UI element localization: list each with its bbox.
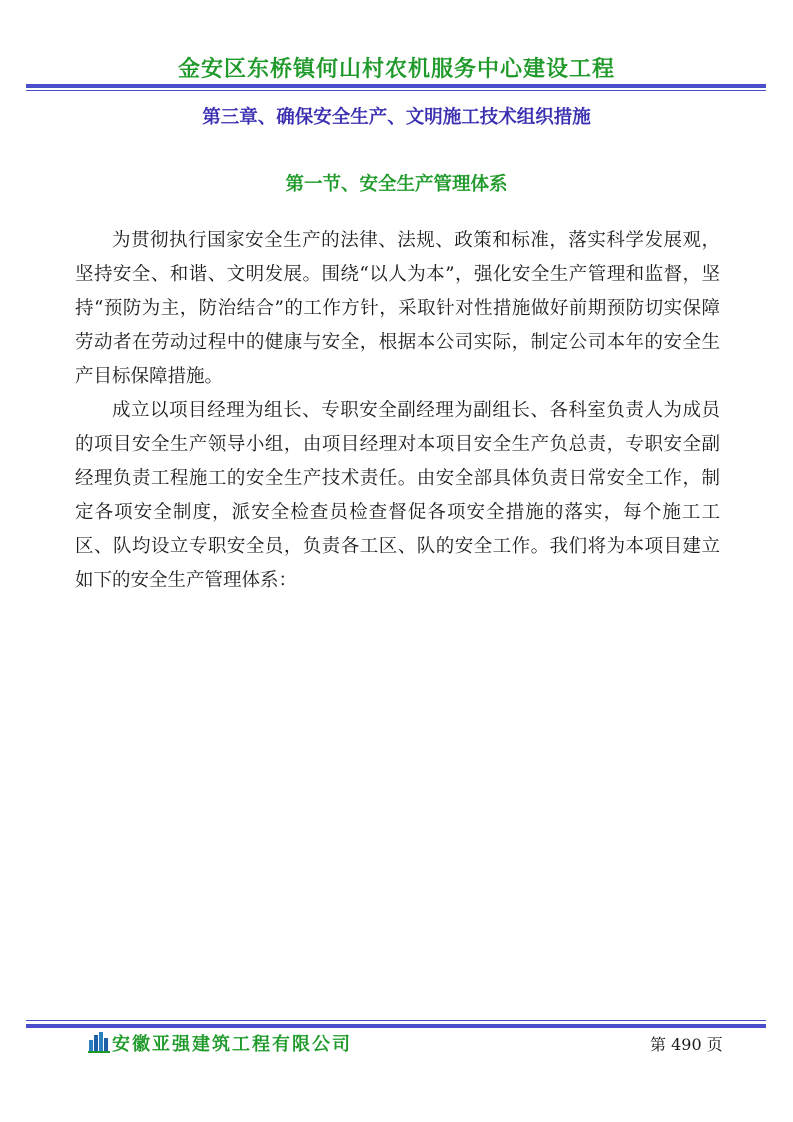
header-rule-thick bbox=[26, 84, 766, 88]
paragraph-2: 成立以项目经理为组长、专职安全副经理为副组长、各科室负责人为成员的项目安全生产领导小组，由项目经理对本项目安全生产负总责，专职安全副经理负责工程施工的安全生产技术责任。由安全部具体负责日常安全工作，制定各项安全制度，派安全检查员检查督促各项安全措施的落实，每个施工工区、队均设立专职安全员，负责各工区、队的安全工作。我们将为本项目建立如下的安全生产管理体系： bbox=[75, 400, 720, 591]
footer-company-name: 安徽亚强建筑工程有限公司 bbox=[112, 1034, 352, 1055]
building-logo-icon bbox=[88, 1031, 110, 1053]
chapter-title: 第三章、确保安全生产、文明施工技术组织措施 bbox=[202, 107, 591, 128]
header-project-title: 金安区东桥镇何山村农机服务中心建设工程 bbox=[177, 57, 615, 82]
body-text bbox=[75, 224, 720, 598]
paragraph-1: 为贯彻执行国家安全生产的法律、法规、政策和标准，落实科学发展观，坚持安全、和谐、文明发展。围绕“以人为本”，强化安全生产管理和监督，坚持“预防为主，防治结合”的工作方针，采取针对性措施做好前期预防切实保障劳动者在劳动过程中的健康与安全，根据本公司实际，制定公司本年的安全生产目标保障措施。 bbox=[75, 230, 720, 387]
header-rule-thin bbox=[26, 90, 766, 91]
footer-page-number: 第 490 页 bbox=[650, 1035, 723, 1054]
footer-rule-thick bbox=[26, 1024, 766, 1028]
footer-rule-thin bbox=[26, 1020, 766, 1021]
section-title: 第一节、安全生产管理体系 bbox=[285, 174, 508, 195]
